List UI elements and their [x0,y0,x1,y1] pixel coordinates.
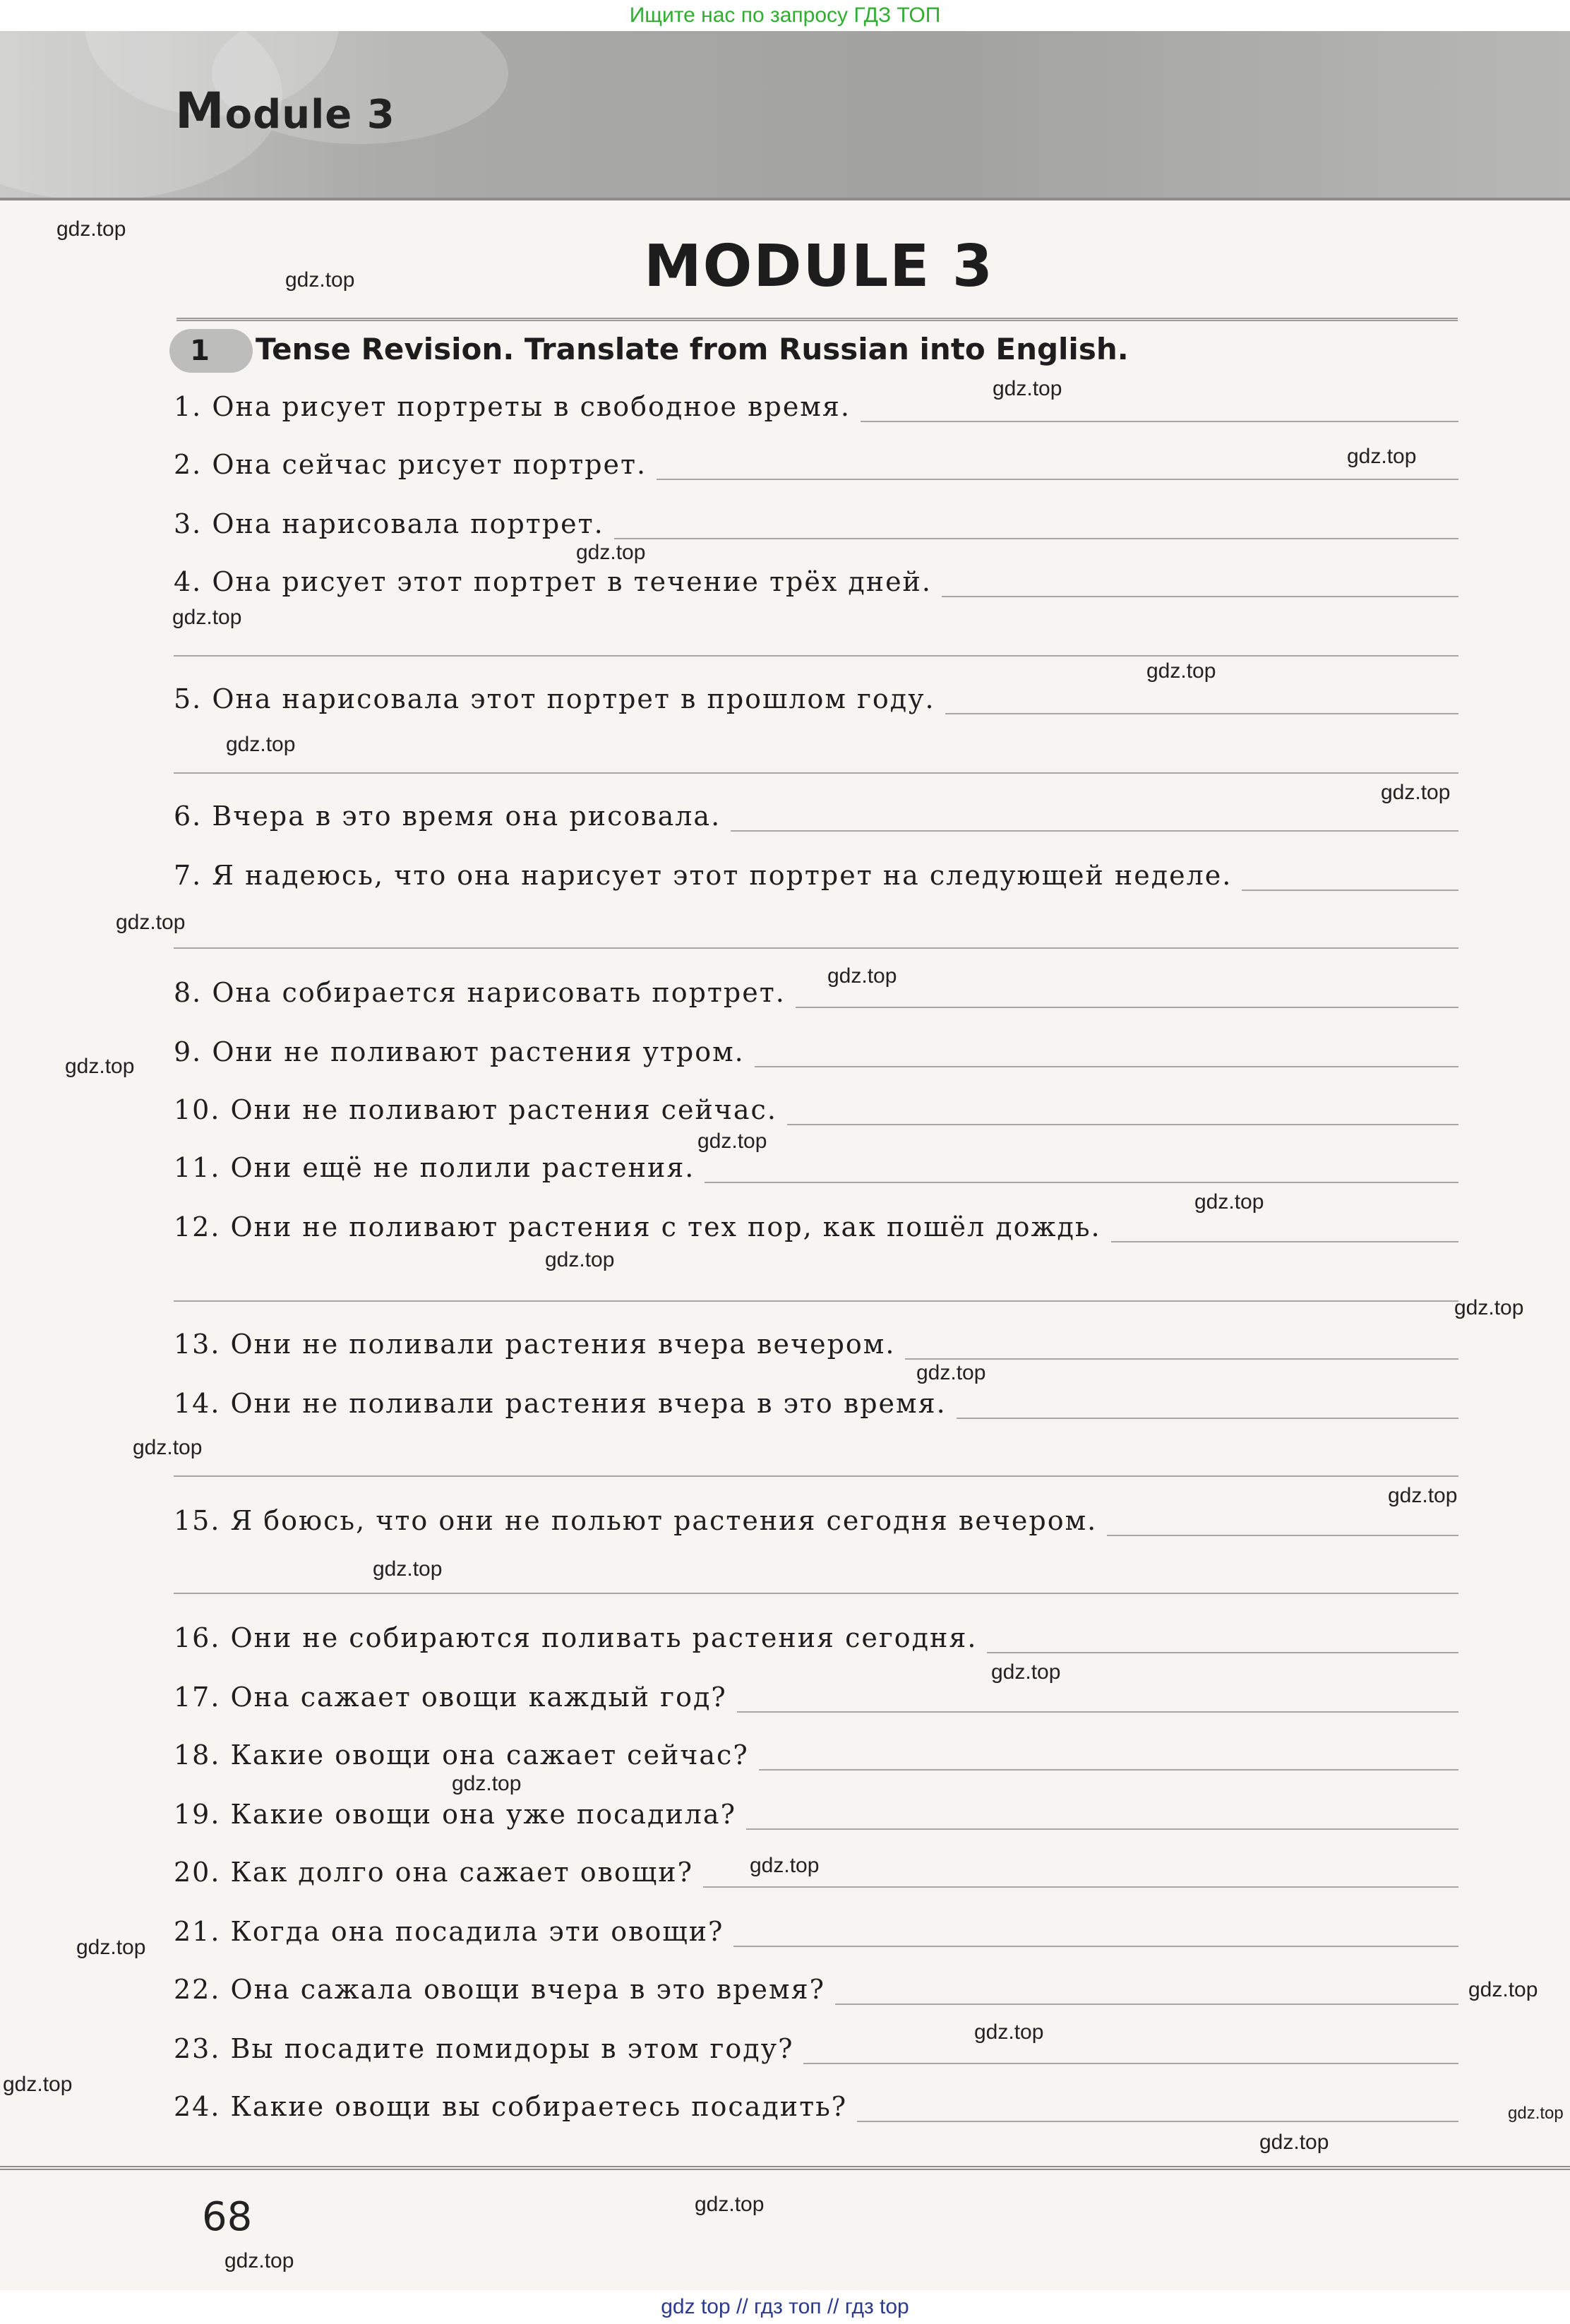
item-text: 24. Какие овощи вы собираетесь посадить? [174,2090,857,2124]
exercise-item [174,559,1458,601]
answer-line[interactable] [174,1300,1458,1302]
watermark: gdz.top [56,217,126,241]
item-text: 4. Она рисует этот портрет в течение трёх дней. [174,565,942,599]
item-text: 6. Вчера в это время она рисовала. [174,799,731,833]
page-title: MODULE 3 [644,233,994,300]
item-text: 14. Они не поливали растения вчера в это время. [174,1386,957,1420]
item-text: 9. Они не поливают растения утром. [174,1035,755,1069]
exercise-item [174,501,1458,544]
item-text: 18. Какие овощи она сажает сейчас? [174,1738,759,1772]
watermark: gdz.top [1468,1978,1538,2001]
answer-line[interactable] [174,1475,1458,1477]
item-text: 15. Я боюсь, что они не польют растения сегодня вечером. [174,1504,1107,1538]
item-text: 3. Она нарисовала портрет. [174,507,614,541]
top-banner: Ищите нас по запросу ГДЗ ТОП [0,0,1570,31]
watermark: gdz.top [65,1055,135,1078]
watermark: gdz.top [1146,659,1216,683]
exercise-heading [169,329,1440,374]
watermark: gdz.top [172,606,242,629]
watermark: gdz.top [373,1557,443,1581]
exercise-item [174,2026,1458,2068]
watermark: gdz.top [576,541,646,564]
module-label: Module 3 [175,82,395,140]
item-text: 19. Какие овощи она уже посадила? [174,1797,746,1831]
answer-line[interactable] [174,772,1458,774]
exercise-item [174,1615,1458,1658]
watermark: gdz.top [1347,445,1417,468]
exercise-item [174,2084,1458,2126]
exercise-item [174,1909,1458,1951]
item-text: 2. Она сейчас рисует портрет. [174,448,657,481]
watermark: gdz.top [1194,1190,1264,1214]
item-text: 16. Они не собираются поливать растения сегодня. [174,1621,987,1655]
watermark: gdz.top [991,1660,1061,1684]
exercise-item [174,970,1458,1012]
watermark: gdz.top [133,1436,203,1459]
answer-line[interactable] [174,1593,1458,1594]
page-number: 68 [202,2194,253,2240]
watermark: gdz.top [993,377,1062,400]
exercise-item [174,442,1458,484]
exercise-item [174,384,1458,426]
watermark: gdz.top [545,1248,615,1271]
exercise-item [174,1381,1458,1423]
item-text: 21. Когда она посадила эти овощи? [174,1915,733,1948]
watermark: gdz.top [974,2020,1044,2044]
watermark: gdz.top [285,268,355,292]
exercise-number-badge: 1 [169,329,253,373]
item-text: 23. Вы посадите помидоры в этом году? [174,2032,803,2066]
footer-bar: gdz top // гдз топ // гдз top [0,2290,1570,2324]
watermark: gdz.top [916,1361,986,1384]
watermark: gdz.top [224,2249,294,2272]
exercise-item [174,1029,1458,1072]
exercise-item [174,676,1458,719]
watermark: gdz.top [1259,2131,1329,2154]
watermark: gdz.top [116,911,186,934]
item-text: 13. Они не поливали растения вчера вечером. [174,1327,905,1361]
title-rule [176,318,1458,321]
watermark: gdz.top [695,2193,765,2216]
item-text: 17. Она сажает овощи каждый год? [174,1680,737,1714]
watermark: gdz.top [1381,781,1451,804]
answer-line[interactable] [174,947,1458,949]
exercise-item [174,1087,1458,1130]
exercise-item [174,1322,1458,1364]
exercise-item [174,1498,1458,1540]
watermark: gdz.top [1454,1296,1524,1319]
watermark: gdz.top [1388,1484,1458,1507]
watermark: gdz.top [76,1936,146,1959]
exercise-item [174,793,1458,836]
watermark: gdz.top [3,2073,73,2096]
exercise-item [174,1792,1458,1834]
watermark: gdz.top [1508,2104,1564,2123]
exercise-item [174,1145,1458,1187]
bottom-rule [0,2166,1570,2170]
item-text: 10. Они не поливают растения сейчас. [174,1093,787,1127]
watermark: gdz.top [452,1772,522,1795]
exercise-item [174,853,1458,895]
item-text: 8. Она собирается нарисовать портрет. [174,976,796,1010]
watermark: gdz.top [226,733,296,756]
item-text: 11. Они ещё не полили растения. [174,1151,705,1185]
watermark: gdz.top [697,1130,767,1153]
exercise-item [174,1967,1458,2009]
item-text: 5. Она нарисовала этот портрет в прошлом году. [174,682,945,716]
exercise-item [174,1204,1458,1247]
header-divider [0,198,1570,200]
exercise-item [174,1732,1458,1775]
watermark: gdz.top [827,964,897,988]
item-text: 20. Как долго она сажает овощи? [174,1855,703,1889]
answer-line[interactable] [174,655,1458,657]
watermark: gdz.top [750,1854,820,1877]
item-text: 22. Она сажала овощи вчера в это время? [174,1972,835,2006]
item-text: 1. Она рисует портреты в свободное время. [174,390,861,424]
exercise-title: Tense Revision. Translate from Russian into English. [256,332,1129,366]
item-text: 12. Они не поливают растения с тех пор, как пошёл дождь. [174,1210,1111,1244]
item-text: 7. Я надеюсь, что она нарисует этот портрет на следующей неделе. [174,858,1242,892]
exercise-item [174,1675,1458,1717]
